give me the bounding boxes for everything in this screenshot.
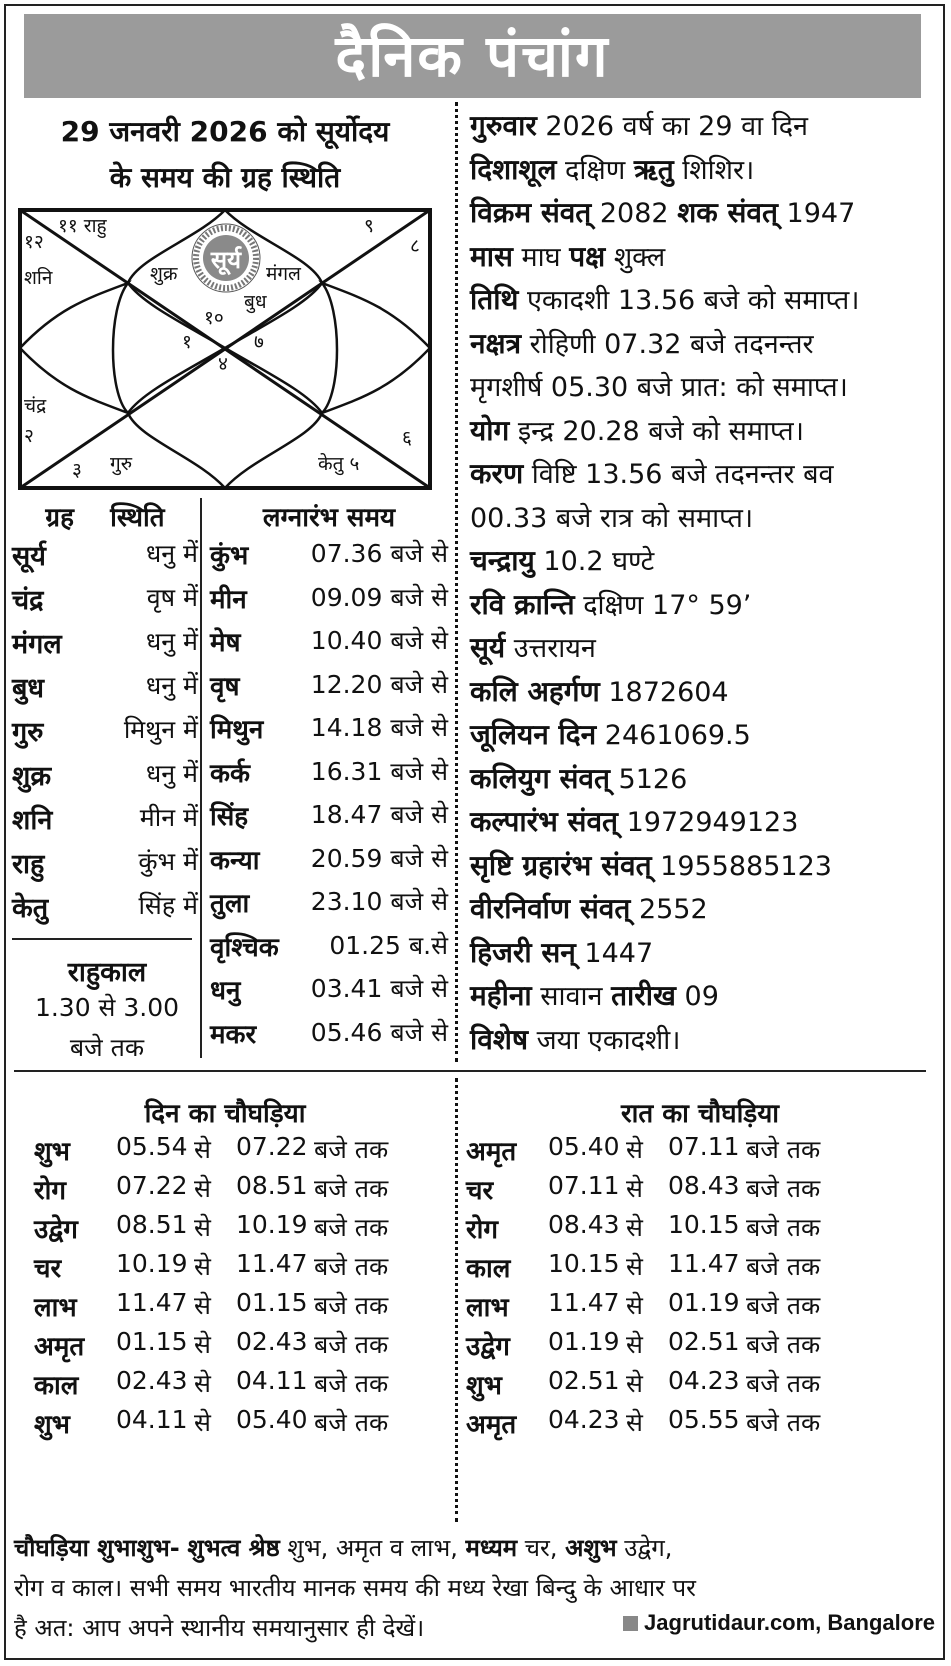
lagna-row [210,797,448,833]
lagna-time: 07.36 बजे से [310,539,448,568]
choghadiya-start: 05.40 [548,1132,620,1161]
panchang-row [470,367,848,404]
graha-position: धनु में [145,671,198,700]
panchang-value2: शुक्ल [613,241,666,273]
choghadiya-row [466,1327,846,1363]
choghadiya-end: 10.15 [668,1210,740,1239]
choghadiya-name: लाभ [466,1293,509,1323]
lagna-time: 23.10 बजे से [310,887,448,916]
panchang-value: सावान [540,981,603,1012]
panchang-value: मृगशीर्ष 05.30 बजे प्रात: को समाप्त। [470,372,848,403]
choghadiya-tak: बजे तक [746,1369,821,1398]
choghadiya-se: से [194,1252,211,1281]
kundali-h9: ९ [364,215,374,237]
chart-heading-line1: 29 जनवरी 2026 को सूर्योदय [60,115,390,148]
choghadiya-se: से [194,1213,211,1242]
choghadiya-name: काल [34,1371,79,1401]
chart-heading-line2: के समय की ग्रह स्थिति [109,161,341,194]
graha-name: चंद्र [12,585,44,616]
graha-row [12,624,198,661]
panchang-key: दिशाशूल [470,152,557,186]
choghadiya-tak: बजे तक [746,1408,821,1437]
choghadiya-row [34,1210,414,1246]
panchang-key: सृष्टि ग्रहारंभ संवत् [470,848,652,882]
graha-row [12,536,198,573]
graha-name: शुक्र [12,761,52,792]
choghadiya-end: 05.55 [668,1405,740,1434]
panchang-key: कल्पारंभ संवत् [470,805,619,838]
footer-ashubh-list: उद्वेग, [624,1534,673,1562]
lagna-row [210,884,448,920]
lagna-time: 05.46 बजे से [310,1017,448,1047]
panchang-key: गुरुवार [470,109,537,142]
rahukaal-time: 1.30 से 3.00 [34,993,180,1022]
panchang-value: 00.33 बजे रात्र को समाप्त। [470,502,754,534]
choghadiya-se: से [194,1135,211,1164]
graha-row [12,668,198,705]
kundali-budh: बुध [244,291,267,313]
graha-position: वृष में [146,583,198,612]
panchang-key: योग [470,413,510,447]
panchang-value: दक्षिण [565,154,626,186]
choghadiya-start: 08.51 [116,1210,188,1239]
graha-name: राहु [12,849,45,880]
panchang-key2: तारीख [611,979,676,1012]
panchang-value: 10.2 घण्टे [543,546,655,577]
lagna-row [210,710,448,746]
choghadiya-name: उद्वेग [34,1215,78,1245]
choghadiya-row [466,1171,846,1207]
panchang-value: 5126 [618,763,688,795]
panchang-row [470,933,653,971]
choghadiya-start: 04.23 [548,1405,620,1434]
graha-row [12,888,198,925]
choghadiya-se: से [626,1408,643,1437]
lagna-row [210,841,448,877]
choghadiya-start: 02.51 [548,1366,620,1395]
kundali-h1: १ [182,331,192,353]
choghadiya-row [466,1288,846,1324]
choghadiya-se: से [194,1291,211,1320]
choghadiya-name: लाभ [34,1293,77,1323]
graha-row [12,756,198,793]
graha-position: धनु में [145,627,198,656]
panchang-key: करण [470,457,524,490]
panchang-row [470,585,751,623]
panchang-value: रोहिणी 07.32 बजे तदनन्तर [529,328,814,360]
divider-main-bottom [455,1078,458,1522]
panchang-key: विक्रम संवत् [470,196,592,229]
choghadiya-row [466,1132,846,1168]
panchang-row [470,889,708,927]
choghadiya-row [34,1288,414,1324]
panchang-value: विष्टि 13.56 बजे तदनन्तर बव [531,459,834,490]
brand-square-icon [623,1616,638,1631]
choghadiya-tak: बजे तक [746,1135,821,1164]
footer-line3: है अत: आप अपने स्थानीय समयानुसार ही देखें। [14,1614,425,1642]
graha-position: मिथुन में [123,715,198,744]
choghadiya-name: चर [466,1176,494,1206]
lagna-row [210,580,448,616]
choghadiya-row [466,1249,846,1285]
panchang-row [470,193,855,231]
choghadiya-se: से [626,1174,643,1203]
panchang-key: नक्षत्र [470,326,522,360]
choghadiya-tak: बजे तक [746,1213,821,1242]
lagna-rashi: मकर [210,1019,257,1050]
graha-position: धनु में [145,539,198,568]
choghadiya-row [34,1249,414,1285]
graha-position: कुंभ में [138,847,198,876]
lagna-time: 20.59 बजे से [310,843,448,873]
lagna-time: 14.18 बजे से [310,713,448,742]
choghadiya-se: से [626,1135,643,1164]
lagna-heading: लग्नारंभ समय [262,503,396,533]
panchang-value: उत्तरायन [513,633,596,664]
footer-line2: रोग व काल। सभी समय भारतीय मानक समय की मध्य रेखा बिन्दु के आधार पर [14,1574,696,1602]
choghadiya-tak: बजे तक [746,1174,821,1203]
panchang-row [470,1020,681,1058]
choghadiya-start: 07.22 [116,1171,188,1200]
lagna-row [210,754,448,790]
kundali-h2: २ [24,425,34,447]
panchang-row [470,628,596,666]
panchang-key: तिथि [470,283,519,316]
lagna-time: 18.47 बजे से [310,800,448,829]
choghadiya-name: अमृत [34,1332,85,1362]
kundali-h4: ४ [218,353,228,375]
panchang-key: रवि क्रान्ति [470,587,575,621]
panchang-value: एकादशी 13.56 बजे को समाप्त। [526,285,860,316]
panchang-row [470,150,754,188]
divider-rahukaal-top [12,938,192,940]
panchang-value: 1872604 [608,676,729,708]
lagna-row [210,667,448,703]
panchang-value2: शिशिर। [682,154,755,186]
panchang-row [470,541,654,579]
graha-position: सिंह में [138,891,198,920]
panchang-key: हिजरी सन् [470,935,576,969]
lagna-rashi: कन्या [210,845,260,876]
choghadiya-name: शुभ [466,1371,502,1401]
choghadiya-name: शुभ [34,1137,70,1167]
panchang-value: 2082 [599,198,669,229]
lagna-rashi: धनु [210,976,241,1006]
panchang-row [470,759,687,797]
choghadiya-name: चर [34,1254,62,1284]
choghadiya-tak: बजे तक [314,1252,389,1281]
choghadiya-tak: बजे तक [746,1330,821,1359]
choghadiya-row [34,1366,414,1402]
choghadiya-tak: बजे तक [314,1291,389,1320]
choghadiya-row [34,1171,414,1207]
panchang-value: 2461069.5 [604,720,751,751]
panchang-value: 1972949123 [626,807,799,838]
choghadiya-end: 08.43 [668,1171,740,1200]
footer-label-shubh: शुभत्व श्रेष्ठ [187,1534,280,1562]
panchang-value: दक्षिण 17° 59’ [583,589,752,621]
panchang-value2: 09 [684,981,719,1012]
footer-label-ashubh: अशुभ [565,1534,617,1562]
graha-name: केतु [12,893,49,924]
kundali-chart [18,208,432,490]
choghadiya-end: 02.51 [668,1327,740,1356]
graha-name: शनि [12,805,53,836]
panchang-row [470,411,804,449]
choghadiya-row [466,1210,846,1246]
panchang-row [470,802,798,840]
panchang-key: महीना [470,979,532,1012]
divider-main-top [455,102,458,1062]
lagna-time: 10.40 बजे से [310,626,448,655]
choghadiya-end: 04.11 [236,1366,308,1395]
choghadiya-tak: बजे तक [314,1408,389,1437]
choghadiya-end: 11.47 [668,1249,740,1278]
panchang-row [470,498,753,535]
choghadiya-end: 08.51 [236,1171,308,1200]
lagna-row [210,1015,448,1051]
kundali-shukra: शुक्र [150,263,178,285]
panchang-value: 2552 [638,894,708,925]
footer-shubh-list: शुभ, अमृत व लाभ, [287,1534,458,1562]
choghadiya-start: 01.19 [548,1327,620,1356]
choghadiya-start: 11.47 [548,1288,620,1317]
choghadiya-start: 07.11 [548,1171,620,1200]
choghadiya-start: 04.11 [116,1405,188,1434]
choghadiya-name: रोग [34,1176,67,1206]
choghadiya-name: रोग [466,1215,499,1245]
kundali-h7: ७ [254,331,264,353]
page-title: दैनिक पंचांग [24,14,921,98]
choghadiya-end: 10.19 [236,1210,308,1239]
graha-name: बुध [12,673,45,704]
graha-name: गुरु [12,717,44,748]
rahukaal-title: राहुकाल [67,957,147,988]
choghadiya-name: अमृत [466,1410,517,1440]
graha-row [12,580,198,617]
choghadiya-se: से [626,1252,643,1281]
graha-position: धनु में [145,759,198,788]
graha-row [12,800,198,837]
lagna-row [210,536,448,572]
lagna-row [210,928,448,964]
lagna-row [210,971,448,1007]
choghadiya-name: अमृत [466,1137,517,1167]
lagna-rashi: सिंह [210,802,249,832]
choghadiya-end: 07.11 [668,1132,740,1161]
choghadiya-start: 11.47 [116,1288,188,1317]
kundali-h6: ६ [402,427,412,449]
choghadiya-end: 11.47 [236,1249,308,1278]
panchang-value2: 1947 [786,198,856,229]
panchang-key: कलि अहर्गण [470,674,600,708]
choghadiya-row [466,1405,846,1441]
lagna-rashi: तुला [210,889,250,919]
brand-credit [623,1610,935,1636]
panchang-key2: पक्ष [569,239,606,273]
panchang-value: 1447 [584,937,654,969]
panchang-row [470,324,814,362]
graha-name: मंगल [12,629,62,660]
choghadiya-se: से [626,1291,643,1320]
panchang-key: सूर्य [470,631,506,664]
choghadiya-start: 05.54 [116,1132,188,1161]
kundali-h10: १० [204,307,224,329]
panchang-key2: ऋतु [633,152,674,186]
kundali-h11: ११ राहु [58,215,107,237]
choghadiya-se: से [194,1369,211,1398]
footer-label-madhyam: मध्यम [465,1534,518,1562]
choghadiya-row [34,1405,414,1441]
footer-madhyam-list: चर, [524,1534,558,1562]
choghadiya-end: 02.43 [236,1327,308,1356]
panchang-key: चन्द्रायु [470,544,535,577]
choghadiya-start: 08.43 [548,1210,620,1239]
panchang-value: जया एकादशी। [536,1024,681,1056]
lagna-rashi: मेष [210,628,241,658]
raat-choghadiya-heading: रात का चौघड़िया [620,1099,780,1129]
graha-row [12,712,198,749]
choghadiya-se: से [626,1369,643,1398]
choghadiya-row [34,1327,414,1363]
panchang-row [470,672,729,710]
lagna-time: 03.41 बजे से [310,974,448,1003]
choghadiya-start: 10.19 [116,1249,188,1278]
panchang-key: कलियुग संवत् [470,761,610,795]
lagna-rashi: वृष [210,671,240,702]
lagna-rashi: वृश्चिक [210,932,279,963]
kundali-h12: १२ [24,231,44,253]
lagna-time: 01.25 ब.से [329,930,448,960]
panchang-key: विशेष [470,1022,529,1056]
choghadiya-tak: बजे तक [314,1135,389,1164]
choghadiya-end: 07.22 [236,1132,308,1161]
panchang-key: जूलियन दिन [470,718,597,751]
panchang-key2: शक संवत् [677,196,778,229]
choghadiya-end: 01.15 [236,1288,308,1317]
choghadiya-start: 10.15 [548,1249,620,1278]
choghadiya-tak: बजे तक [314,1369,389,1398]
choghadiya-tak: बजे तक [314,1330,389,1359]
panchang-row [470,454,834,492]
panchang-value: 2026 वर्ष का 29 वा दिन [545,111,809,142]
choghadiya-tak: बजे तक [314,1213,389,1242]
choghadiya-se: से [626,1330,643,1359]
choghadiya-se: से [626,1213,643,1242]
choghadiya-end: 05.40 [236,1405,308,1434]
rahukaal-suffix: बजे तक [69,1033,145,1062]
choghadiya-row [466,1366,846,1402]
graha-heading: ग्रह स्थिति [45,503,165,533]
lagna-rashi: मीन [210,584,247,615]
lagna-time: 09.09 बजे से [310,582,448,612]
choghadiya-tak: बजे तक [746,1252,821,1281]
panchang-row [470,106,808,144]
brand-text: Jagrutidaur.com, Bangalore [644,1610,935,1635]
kundali-ketu: केतु ५ [318,453,360,475]
choghadiya-start: 02.43 [116,1366,188,1395]
choghadiya-se: से [194,1330,211,1359]
choghadiya-tak: बजे तक [746,1291,821,1320]
lagna-row [210,623,448,659]
graha-position: मीन में [139,803,198,832]
lagna-time: 12.20 बजे से [310,669,448,699]
panchang-value: इन्द्र 20.28 बजे को समाप्त। [517,415,804,447]
panchang-key: मास [470,239,513,273]
graha-row [12,844,198,881]
panchang-key: वीरनिर्वाण संवत् [470,892,631,925]
footer-label-choghadiya: चौघड़िया शुभाशुभ- [14,1534,180,1562]
kundali-guru: गुरु [110,453,133,475]
panchang-row [470,715,751,753]
choghadiya-tak: बजे तक [314,1174,389,1203]
divider-choghadiya-top [14,1070,926,1072]
din-choghadiya-heading: दिन का चौघड़िया [144,1099,306,1129]
panchang-value: माघ [521,241,561,273]
choghadiya-name: काल [466,1254,511,1284]
lagna-rashi: कर्क [210,758,250,789]
panchang-row [470,237,665,275]
kundali-h3: ३ [72,459,82,481]
panchang-row [470,976,719,1014]
panchang-row [470,846,832,884]
choghadiya-start: 01.15 [116,1327,188,1356]
choghadiya-row [34,1132,414,1168]
panchang-value: 1955885123 [660,850,832,882]
graha-name: सूर्य [12,541,46,572]
kundali-mangal: मंगल [266,263,301,285]
kundali-h8: ८ [410,235,420,257]
choghadiya-se: से [194,1174,211,1203]
kundali-center-label: सूर्य [210,246,242,274]
kundali-chandra: चंद्र [24,395,47,417]
lagna-rashi: कुंभ [210,541,249,571]
kundali-shani: शनि [24,267,53,289]
lagna-rashi: मिथुन [210,715,264,745]
choghadiya-end: 04.23 [668,1366,740,1395]
choghadiya-end: 01.19 [668,1288,740,1317]
lagna-time: 16.31 बजे से [310,756,448,786]
choghadiya-name: उद्वेग [466,1332,510,1362]
panchang-row [470,280,859,318]
choghadiya-name: शुभ [34,1410,70,1440]
choghadiya-se: से [194,1408,211,1437]
